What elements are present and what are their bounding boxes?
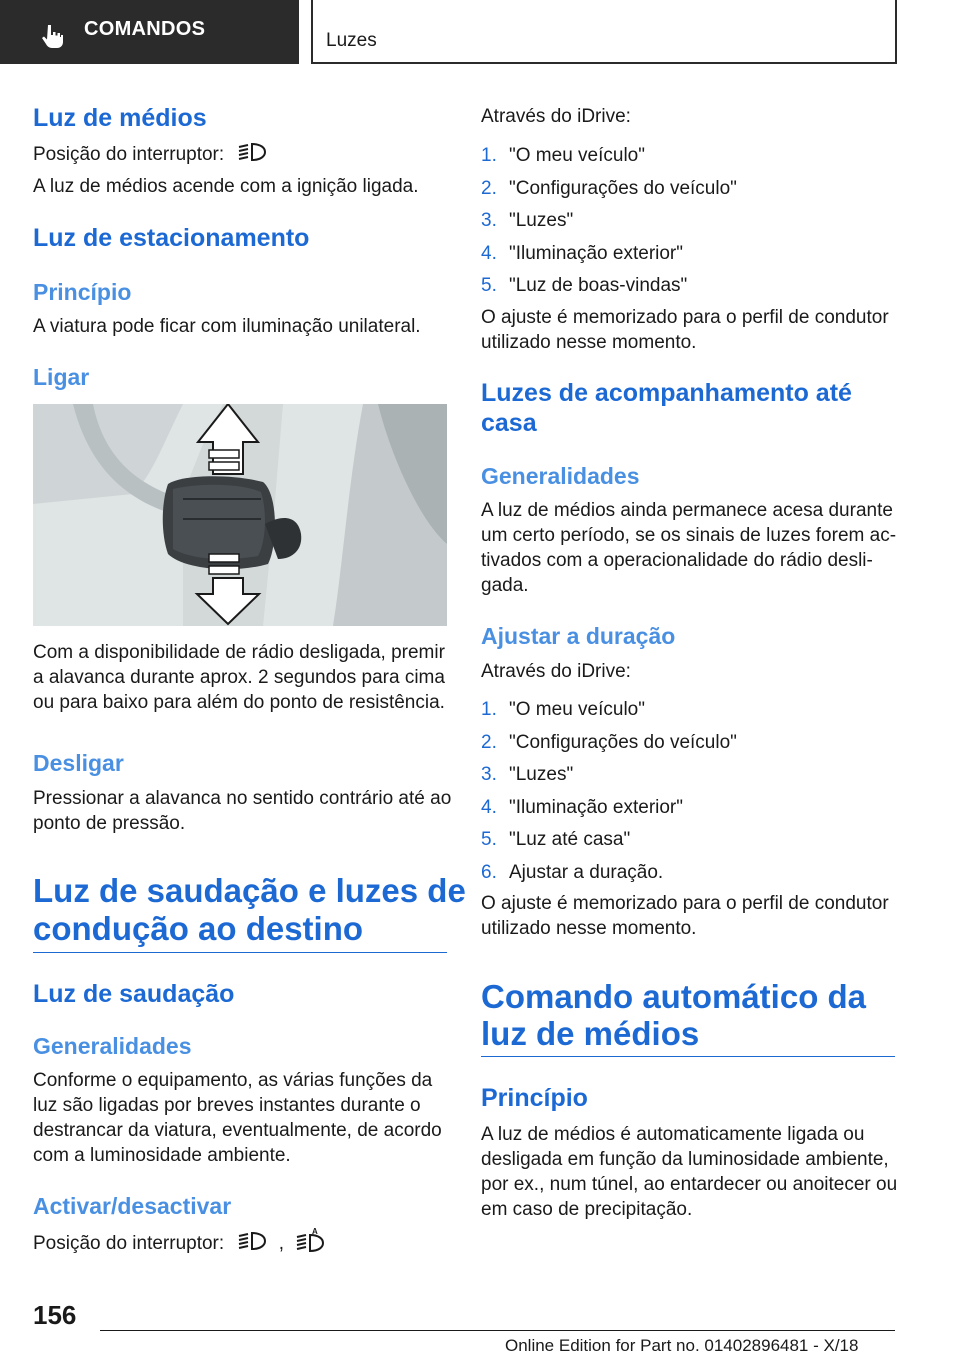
list-item-text: "Luzes"	[509, 210, 574, 231]
principle-right-line-3: por ex., num túnel, ao entardecer ou anoitecer ou	[481, 1174, 898, 1195]
general-line-2: luz são ligadas por breves instantes durante o	[33, 1095, 421, 1116]
on-text-line-1: Com a disponibilidade de rádio desligada, premir	[33, 642, 445, 663]
list-item-number: 5.	[481, 829, 497, 850]
list-item-text: "O meu veículo"	[509, 699, 645, 720]
heading-low-beam: Luz de médios	[33, 104, 207, 132]
general-line-4: com a luminosidade ambiente.	[33, 1145, 291, 1166]
low-beam-icon	[237, 1230, 267, 1252]
heading-on: Ligar	[33, 364, 90, 390]
list-item-number: 3.	[481, 210, 497, 231]
heading-duration: Ajustar a duração	[481, 623, 676, 649]
low-beam-text: A luz de médios acende com a ignição ligada.	[33, 176, 419, 197]
general-right-line-3: tivados com a operacionalidade do rádio desli-	[481, 550, 873, 571]
principle-right-line-1: A luz de médios é automaticamente ligada ou	[481, 1124, 865, 1145]
list-item-text: "Luz até casa"	[509, 829, 631, 850]
list-item	[481, 827, 630, 852]
list-item	[481, 795, 683, 820]
footer-rule	[100, 1330, 895, 1331]
low-beam-switch-position	[33, 141, 267, 167]
heading-general-right: Generalidades	[481, 463, 640, 489]
heading-off: Desligar	[33, 750, 124, 776]
heading-activate: Activar/desactivar	[33, 1193, 232, 1219]
label: Posição do interruptor:	[33, 1233, 225, 1254]
heading-rule	[33, 952, 447, 953]
page-header	[0, 0, 960, 66]
memo1-line-2: utilizado nesse momento.	[481, 332, 697, 353]
off-text-line-1: Pressionar a alavanca no sentido contrário até ao	[33, 788, 452, 809]
list-item	[481, 730, 737, 755]
list-item-text: "Configurações do veículo"	[509, 731, 737, 753]
list-item-number: 2.	[481, 731, 497, 753]
heading-rule	[481, 1056, 895, 1057]
list-item-text: "Configurações do veículo"	[509, 177, 737, 199]
general-line-1: Conforme o equipamento, as várias funções da	[33, 1070, 433, 1091]
heading-general: Generalidades	[33, 1033, 192, 1059]
off-text-line-2: ponto de pressão.	[33, 813, 186, 834]
turn-signal-lever-figure	[33, 404, 447, 626]
heading-auto-line-1: Comando automático da	[481, 978, 867, 1015]
memo2-line-1: O ajuste é memorizado para o perfil de condutor	[481, 893, 889, 914]
heading-home-line-2: casa	[481, 409, 537, 437]
general-right-line-1: A luz de médios ainda permanece acesa durante	[481, 500, 893, 521]
comma: ,	[278, 1233, 285, 1254]
hand-pointer-icon	[38, 22, 66, 50]
list-item-number: 2.	[481, 177, 497, 199]
heading-welcome-light: Luz de saudação	[33, 980, 235, 1008]
general-right-line-4: gada.	[481, 575, 529, 596]
memo2-line-2: utilizado nesse momento.	[481, 918, 697, 939]
principle-text: A viatura pode ficar com iluminação unilateral.	[33, 316, 421, 337]
list-item-text: "Luz de boas-vindas"	[509, 275, 688, 296]
list-item	[481, 762, 573, 787]
heading-parking-light: Luz de estacionamento	[33, 224, 310, 252]
list-item-number: 1.	[481, 699, 497, 720]
list-item-number: 6.	[481, 861, 497, 883]
general-line-3: destrancar da viatura, eventualmente, de acordo	[33, 1120, 442, 1141]
list-item-number: 1.	[481, 145, 497, 166]
lever-illustration	[33, 404, 447, 626]
memo1-line-1: O ajuste é memorizado para o perfil de condutor	[481, 307, 889, 328]
section-tab	[0, 0, 299, 64]
principle-right-line-2: desligada em função da luminosidade ambiente,	[481, 1149, 889, 1170]
page-number: 156	[33, 1300, 77, 1330]
svg-text:A: A	[312, 1228, 319, 1236]
list-item	[481, 176, 737, 201]
section-title: COMANDOS	[84, 18, 206, 40]
list-item-text: "Iluminação exterior"	[509, 242, 684, 264]
automatic-headlight-icon	[295, 1228, 325, 1252]
via-idrive-1: Através do iDrive:	[481, 106, 631, 127]
list-item-text: "Iluminação exterior"	[509, 796, 684, 818]
list-item-text: "O meu veículo"	[509, 145, 645, 166]
on-text-line-3: ou para baixo para além do ponto de resistência.	[33, 692, 445, 713]
heading-auto-line-2: luz de médios	[481, 1015, 700, 1052]
activate-switch-position	[33, 1228, 325, 1256]
list-item-number: 3.	[481, 764, 497, 785]
list-item-number: 5.	[481, 275, 497, 296]
list-item	[481, 273, 687, 298]
on-text-line-2: a alavanca durante aprox. 2 segundos para cima	[33, 667, 445, 688]
footer-edition: Online Edition for Part no. 01402896481 - X/18	[505, 1336, 859, 1355]
list-item	[481, 143, 645, 168]
low-beam-icon	[237, 141, 267, 163]
list-item	[481, 241, 683, 266]
heading-home-line-1: Luzes de acompanhamento até	[481, 379, 852, 407]
list-item	[481, 697, 645, 722]
chapter-tab	[311, 0, 897, 64]
list-item	[481, 860, 663, 885]
chapter-title: Luzes	[326, 30, 377, 51]
heading-welcome-line-2: condução ao destino	[33, 910, 364, 947]
heading-principle: Princípio	[33, 279, 132, 305]
via-idrive-2: Através do iDrive:	[481, 661, 631, 682]
list-item	[481, 208, 573, 233]
list-item-text: "Luzes"	[509, 764, 574, 785]
heading-principle-right: Princípio	[481, 1084, 588, 1112]
list-item-number: 4.	[481, 242, 497, 264]
heading-welcome-line-1: Luz de saudação e luzes de	[33, 872, 466, 909]
list-item-number: 4.	[481, 796, 497, 818]
label: Posição do interruptor:	[33, 144, 225, 165]
general-right-line-2: um certo período, se os sinais de luzes forem ac-	[481, 525, 897, 546]
principle-right-line-4: em caso de precipitação.	[481, 1199, 693, 1220]
list-item-text: Ajustar a duração.	[509, 861, 664, 883]
